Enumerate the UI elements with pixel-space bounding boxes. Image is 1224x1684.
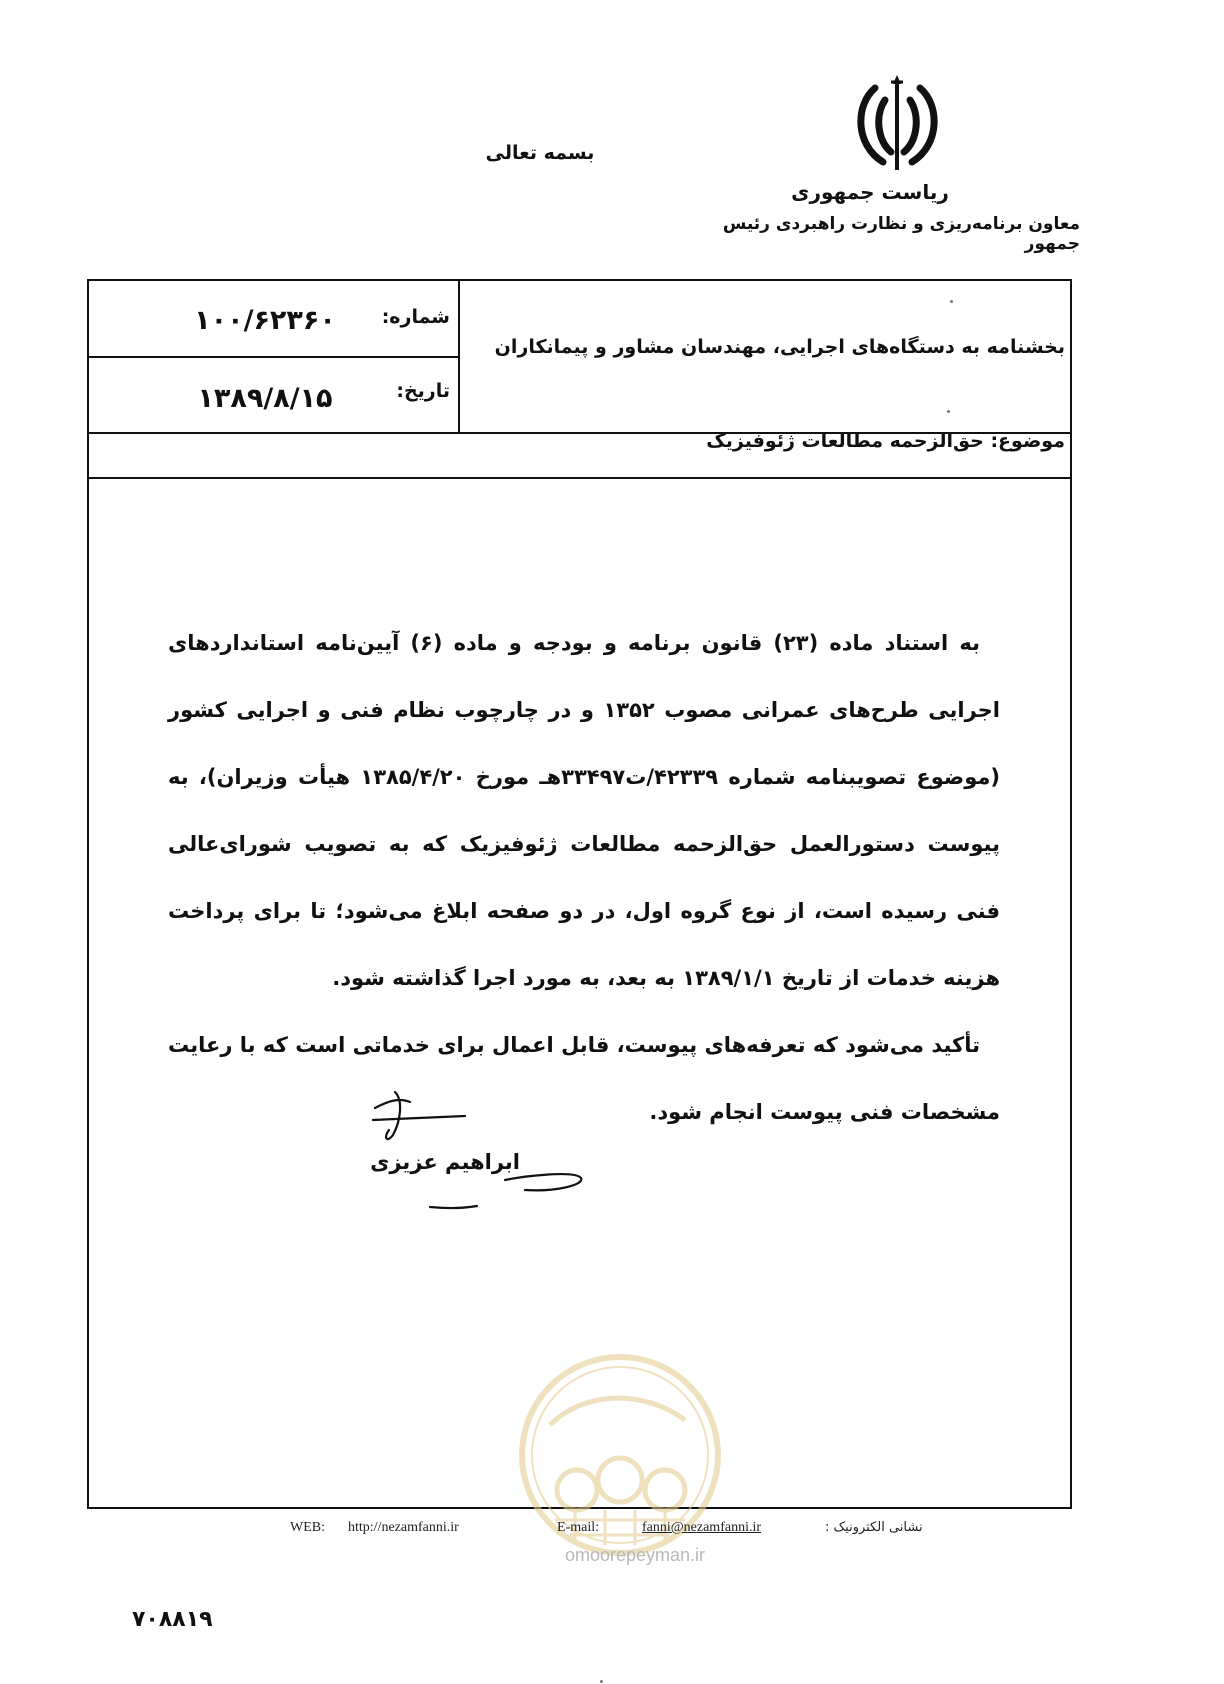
- bismillah-heading: بسمه تعالی: [485, 142, 595, 164]
- footer-web-label: WEB:: [290, 1520, 325, 1535]
- footer-web-link[interactable]: http://nezamfanni.ir: [348, 1520, 459, 1535]
- body-paragraph-2: تأکید می‌شود که تعرفه‌های پیوست، قابل اعمال برای خدماتی است که با رعایت مشخصات فنی پیوست انجام شود.: [168, 1033, 1000, 1124]
- number-value: ۱۰۰/۶۲۳۶۰: [194, 305, 336, 336]
- scan-speck: [600, 1680, 603, 1683]
- organization-name: ریاست جمهوری: [791, 180, 949, 204]
- signer-name: ابراهیم عزیزی: [370, 1150, 520, 1174]
- meta-divider: [88, 356, 459, 358]
- date-label: تاریخ:: [396, 380, 450, 402]
- recipients-line: بخشنامه به دستگاه‌های اجرایی، مهندسان مشاور و پیمانکاران: [494, 336, 1065, 358]
- footer-address-label: نشانی الکترونیک :: [825, 1520, 923, 1535]
- footer-email-label: E-mail:: [557, 1520, 599, 1535]
- subject-bottom-divider: [88, 477, 1071, 479]
- date-value: ۱۳۸۹/۸/۱۵: [197, 383, 333, 414]
- subject-line: موضوع: حق‌الزحمه مطالعات ژئوفیزیک: [706, 430, 1065, 452]
- website-watermark: omoorepeyman.ir: [564, 1545, 706, 1565]
- document-number: ۷۰۸۸۱۹: [132, 1607, 213, 1632]
- organization-subtitle: معاون برنامه‌ریزی و نظارت راهبردی رئیس جمهور: [722, 214, 1080, 254]
- handwritten-signature: [355, 1080, 605, 1210]
- scan-speck: [950, 300, 953, 303]
- scan-speck: [947, 410, 950, 413]
- letter-body: [168, 610, 1000, 1146]
- number-label: شماره:: [381, 306, 450, 328]
- body-paragraph-1: به استناد ماده (۲۳) قانون برنامه و بودجه و ماده (۶) آیین‌نامه استانداردهای اجرایی طرح‌های عمرانی مصوب ۱۳۵۲ و در چارچوب نظام فنی و اجرایی کشور (موضوع تصویبنامه شماره ۴۲۳۳۹/ت۳۳۴۹۷هـ مورخ ۱۳۸۵/۴/۲۰ هیأت وزیران)، به پیوست دستورالعمل حق‌الزحمه مطالعات ژئوفیزیک که به تصویب شورای‌عالی فنی رسیده است، از نوع گروه اول، در دو صفحه ابلاغ می‌شود؛ تا برای پرداخت هزینه خدمات از تاریخ ۱۳۸۹/۱/۱ به بعد، به مورد اجرا گذاشته شود.: [168, 631, 1000, 990]
- footer-email-link[interactable]: fanni@nezamfanni.ir: [642, 1520, 762, 1535]
- iran-emblem-icon: [845, 70, 950, 180]
